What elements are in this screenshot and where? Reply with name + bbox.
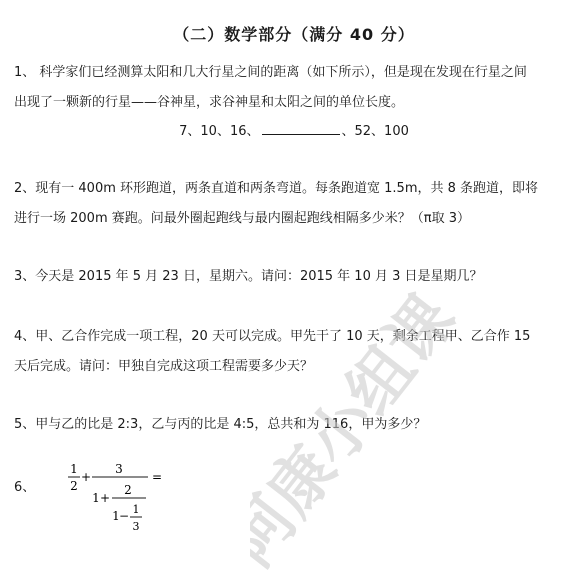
equals-sign: = bbox=[151, 470, 163, 484]
fraction-a-numerator: 1 bbox=[70, 462, 78, 476]
plus-sign-2: + bbox=[99, 491, 111, 505]
section-title: （二）数学部分（满分 40 分） bbox=[173, 25, 415, 44]
fraction-d-denominator: 3 bbox=[132, 520, 140, 533]
answer-blank[interactable] bbox=[262, 122, 340, 135]
watermark-text: 阿康小组课 bbox=[250, 282, 470, 580]
question-6-formula bbox=[62, 458, 172, 544]
sequence-start: 7、10、16、 bbox=[179, 124, 260, 139]
question-4 bbox=[14, 322, 576, 382]
question-3 bbox=[14, 262, 576, 292]
question-2-line-2: 进行一场 200m 赛跑。问最外圈起跑线与最内圈起跑线相隔多少米？（π取 3） bbox=[14, 211, 470, 226]
fraction-d-numerator: 1 bbox=[132, 503, 140, 516]
fraction-a-denominator: 2 bbox=[70, 479, 78, 493]
fraction-c-numerator: 2 bbox=[124, 483, 132, 497]
question-6-number: 6、 bbox=[14, 480, 36, 495]
question-1 bbox=[14, 58, 576, 118]
plus-sign-1: + bbox=[80, 470, 92, 484]
question-4-line-2: 天后完成。请问：甲独自完成这项工程需要多少天？ bbox=[14, 359, 314, 374]
question-3-line-1: 3、今天是 2015 年 5 月 23 日，星期六。请问：2015 年 10 月 3 日是星期几？ bbox=[14, 269, 483, 284]
watermark bbox=[250, 200, 588, 580]
fraction-b-denominator-one: 1 bbox=[92, 491, 100, 505]
question-1-line-2: 出现了一颗新的行星——谷神星，求谷神星和太阳之间的单位长度。 bbox=[14, 95, 405, 110]
minus-sign: − bbox=[118, 509, 130, 523]
fraction-b-numerator: 3 bbox=[115, 462, 123, 476]
formula-svg bbox=[62, 458, 172, 544]
question-4-line-1: 4、甲、乙合作完成一项工程，20 天可以完成。甲先干了 10 天，剩余工程甲、乙合作 15 bbox=[14, 329, 531, 344]
sequence-end: 、52、100 bbox=[341, 124, 409, 139]
question-5 bbox=[14, 410, 576, 440]
question-5-line-1: 5、甲与乙的比是 2:3，乙与丙的比是 4:5，总共和为 116，甲为多少？ bbox=[14, 417, 427, 432]
question-1-sequence bbox=[0, 120, 588, 139]
question-1-line-1: 1、 科学家们已经测算太阳和几大行星之间的距离（如下所示），但是现在发现在行星之间 bbox=[14, 65, 527, 80]
fraction-c-denominator-one: 1 bbox=[112, 509, 120, 523]
question-2 bbox=[14, 174, 576, 234]
question-2-line-1: 2、现有一 400m 环形跑道，两条直道和两条弯道。每条跑道宽 1.5m，共 8 条跑道，即将 bbox=[14, 181, 539, 196]
watermark-svg bbox=[250, 200, 588, 580]
